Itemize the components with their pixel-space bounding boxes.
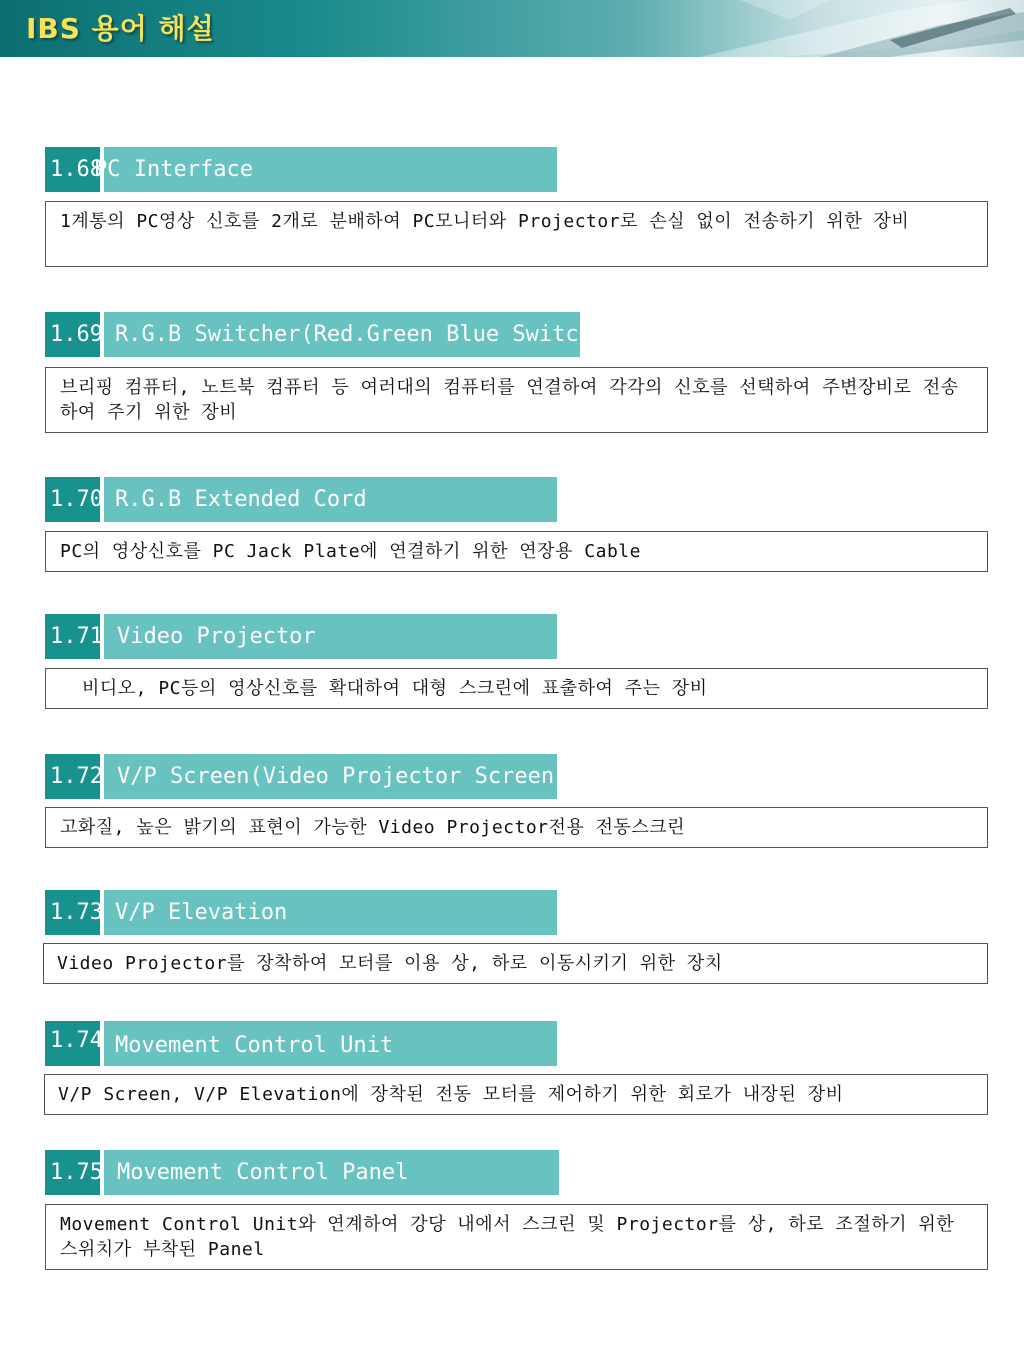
entry-number: 1.71 [50,624,103,649]
entry-description: 1계통의 PC영상 신호를 2개로 분배하여 PC모니터와 Projector로 손실 없이 전송하기 위한 장비 [45,201,988,267]
entry-number: 1.75 [50,1160,103,1185]
entry-header [45,477,557,522]
entry-title: Video Projector [117,624,316,649]
entry-description: Movement Control Unit와 연계하여 강당 내에서 스크린 및 Projector를 상, 하로 조절하기 위한 스위치가 부착된 Panel [45,1204,988,1270]
entry-header [45,1150,559,1195]
entry-description: 브리핑 컴퓨터, 노트북 컴퓨터 등 여러대의 컴퓨터를 연결하여 각각의 신호를 선택하여 주변장비로 전송하여 주기 위한 장비 [45,367,988,433]
pen-graphic-icon [640,0,1024,57]
entry-header [45,890,557,935]
entry-title: R.G.B Extended Cord [115,487,367,512]
entry-description: 고화질, 높은 밝기의 표현이 가능한 Video Projector전용 전동스크린 [45,807,988,848]
entry-number: 1.72 [50,764,103,789]
entry-description: 비디오, PC등의 영상신호를 확대하여 대형 스크린에 표출하여 주는 장비 [45,668,988,709]
entry-description: Video Projector를 장착하여 모터를 이용 상, 하로 이동시키기 위한 장치 [43,943,988,984]
entry-number: 1.74 [50,1028,103,1053]
entry-number: 1.70 [50,487,103,512]
entry-title: R.G.B Switcher(Red.Green Blue Switcher) [115,322,632,347]
entry-title: Movement Control Panel [117,1160,409,1185]
entry-header [45,614,557,659]
entry-header [45,754,568,799]
entry-title: V/P Elevation [115,900,288,925]
entry-description: PC의 영상신호를 PC Jack Plate에 연결하기 위한 연장용 Cable [45,531,988,572]
entry-number: 1.68 [50,157,103,182]
entry-title: Movement Control Unit [115,1033,394,1058]
entry-header [45,1021,557,1066]
page-banner [0,0,1024,57]
entry-description: V/P Screen, V/P Elevation에 장착된 전동 모터를 제어하기 위한 회로가 내장된 장비 [44,1074,988,1115]
entry-title: PC Interface [94,157,253,182]
page-title: IBS 용어 해설 [26,12,215,45]
entry-number: 1.69 [50,322,103,347]
entry-header [45,312,632,357]
entry-header [45,147,557,192]
entry-number: 1.73 [50,900,103,925]
entry-title: V/P Screen(Video Projector Screen) [117,764,568,789]
